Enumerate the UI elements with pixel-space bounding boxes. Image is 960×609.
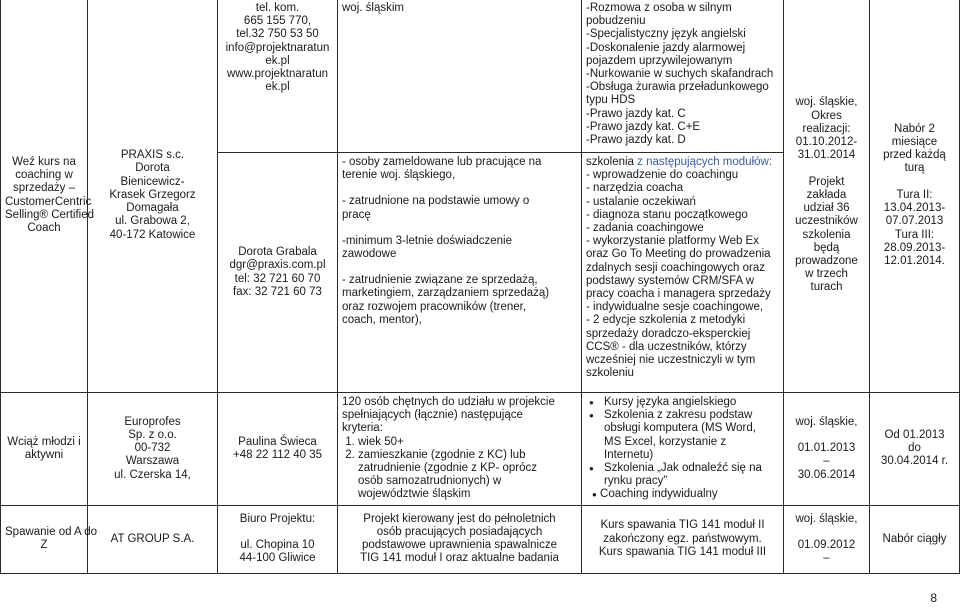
text-line: Tura III: (894, 228, 935, 241)
text-line: Wciąż młodzi i (7, 435, 81, 448)
text-line: podstawowe uprawnienia spawalnicze (362, 539, 557, 552)
text-line: zdalnych sesji coachingowych oraz (586, 261, 765, 274)
module-item (604, 409, 779, 462)
text-line: typu HDS (586, 94, 636, 107)
requirement-paragraph (342, 235, 577, 261)
text-line: -Obsługa żurawia przeładunkowego (586, 81, 769, 94)
r2-modules-list (586, 396, 779, 488)
text-line: – (823, 552, 830, 565)
text-line: 00-732 (134, 442, 171, 455)
text-line: - 2 edycje szkolenia z metodyki (586, 314, 746, 327)
text-line (788, 162, 865, 175)
text-line (222, 526, 333, 539)
text-line: ● Szkolenia z zakresu podstaw (604, 409, 753, 422)
r3-organizer (88, 505, 218, 573)
text-line: 01.01.2013 (797, 442, 856, 455)
text-line: fax: 32 721 60 73 (233, 285, 322, 298)
text-line: ul. Chopina 10 (240, 539, 315, 552)
text-line: terenie woj. śląskiego, (342, 169, 456, 182)
text-line: pracy coacha i managera sprzedaży (586, 288, 771, 301)
r3-program-name (1, 505, 98, 573)
text-line: ul. Czerska 14, (114, 468, 191, 481)
r1-modules-heading (586, 156, 779, 169)
text-line: Okres (811, 109, 842, 122)
text-line: coaching w (15, 169, 73, 182)
text-line: marketingiem, zarządzaniem sprzedażą) (342, 287, 550, 300)
text-line: tel: 32 721 60 70 (234, 272, 321, 285)
r2-contact (218, 393, 338, 506)
text-line: tel.32 750 53 50 (236, 28, 319, 41)
text-line: Kurs spawania TIG 141 moduł III (598, 545, 767, 558)
r1-period (784, 0, 870, 393)
text-line: info@projektnaratun (225, 41, 330, 54)
module-item (604, 396, 779, 409)
text-line: Sp. z o.o. (128, 429, 177, 441)
r2-period (784, 393, 870, 506)
text-line (788, 429, 865, 442)
text-line: 665 155 770, (243, 15, 312, 28)
text-line: - zatrudnienie związane ze sprzedażą, (342, 274, 538, 287)
text-line: zatrudnienie (zgodnie z KP- oprócz (358, 462, 537, 475)
text-line: +48 22 112 40 35 (233, 448, 322, 461)
text-line: 07.07.2013 (885, 215, 944, 228)
text-line: ek.pl (265, 81, 290, 94)
text-line: realizacji: (802, 122, 851, 135)
page-number: 8 (930, 591, 937, 605)
text-line: obsługi komputera (MS Word, (604, 422, 756, 435)
text-line (874, 176, 955, 189)
text-line: 1. wiek 50+ (358, 435, 404, 448)
text-line: osób samozatrudnionych) w (358, 475, 502, 488)
text-line: PRAXIS s.c. (120, 149, 185, 162)
text-line: podstawy systemów CRM/SFA w (586, 274, 755, 287)
text-line: -Rozmowa z osoba w silnym (586, 2, 732, 14)
module-item (604, 462, 779, 488)
r3-organizer-text: AT GROUP S.A. (110, 532, 195, 545)
text-line: 12.01.2014. (884, 254, 945, 267)
text-line: CustomerCentric (5, 195, 92, 208)
text-line: pracę (342, 208, 371, 221)
text-line: Tura II: (896, 188, 933, 201)
text-line: - narzędzia coacha (586, 182, 684, 195)
text-line: szkoleniu (586, 367, 634, 380)
text-line: Biuro Projektu: (239, 512, 316, 525)
text-line: miesiące (891, 136, 938, 149)
r2-program-name (1, 393, 88, 506)
text-line: aktywni (24, 448, 64, 461)
text-line: rynku pracy” (604, 475, 668, 488)
text-line: oraz Go To Meeting do prowadzenia (586, 248, 771, 261)
r3-contact (218, 505, 338, 573)
text-line: - zadania coachingowe (586, 222, 704, 235)
r2-organizer (88, 393, 218, 506)
text-line: Dorota (135, 162, 170, 175)
r2-coaching-item (586, 488, 779, 501)
text-line: spełniających (łącznie) następujące (342, 409, 523, 422)
r1-modules-top (582, 0, 784, 153)
text-line: 28.09.2013- (883, 241, 946, 254)
text-line: 2. zamieszkanie (zgodnie z KC) lub (358, 448, 526, 461)
r1-contact-bottom (218, 153, 338, 393)
r3-period (784, 505, 870, 573)
text-line: w trzech (805, 268, 848, 281)
text-line: uczestników (795, 215, 858, 228)
text-line: www.projektnaratun (227, 68, 328, 81)
r2-recruitment (870, 393, 960, 506)
text-line: prowadzone (795, 254, 858, 267)
text-line: Krasek Grzegorz (109, 188, 196, 201)
requirement-paragraph (342, 156, 577, 182)
text-line: 01.10.2012- (795, 136, 858, 149)
text-line: Selling® Certified (5, 208, 95, 221)
text-line: Coach (27, 221, 61, 234)
requirement-paragraph (342, 195, 577, 221)
text-line: -Nurkowanie w suchych skafandrach (586, 68, 774, 81)
r1-modules-bottom (582, 153, 784, 393)
text-line: -Prawo jazdy kat. C (586, 107, 686, 120)
text-line: Z (40, 539, 48, 552)
text-line: Weź kurs na (12, 155, 76, 168)
text-line: ● Szkolenia „Jak odnaleźć się na (604, 462, 762, 475)
text-line: woj. śląskie, (795, 96, 858, 109)
text-line: szkolenia (802, 228, 851, 241)
text-line: Bienicewicz- (120, 175, 185, 188)
heading-word: szkolenia (586, 156, 634, 168)
text-line: Projekt (808, 175, 845, 188)
text-line: ek.pl (265, 54, 290, 67)
text-line: CCS® - dla uczestników, którzy (586, 340, 747, 353)
text-line: kryteria: (342, 422, 383, 435)
text-line: zawodowe (342, 248, 397, 261)
r2-coaching-text: Coaching indywidualny (600, 488, 718, 501)
text-line: dgr@praxis.com.pl (229, 259, 326, 272)
criterion-item (358, 436, 577, 449)
text-line: - zatrudnione na podstawie umowy o (342, 195, 530, 208)
r2-req-intro (342, 396, 577, 436)
text-line: 40-172 Katowice (109, 228, 196, 241)
text-line: ● Kursy języka angielskiego (604, 396, 737, 408)
text-line: - wprowadzenie do coachingu (586, 169, 739, 182)
text-line: Domagała (126, 202, 179, 215)
r2-req-list (342, 436, 577, 502)
text-line: Spawanie od A do (5, 525, 98, 538)
r3-requirements (338, 505, 582, 573)
text-line: będą (813, 241, 840, 254)
text-line: Nabór 2 (894, 122, 935, 135)
text-line: województwie śląskim (358, 488, 471, 501)
text-line: Dorota Grabala (238, 246, 317, 259)
criterion-item (358, 449, 577, 502)
heading-rest: z następujących modułów: (633, 156, 773, 168)
text-line: Warszawa (125, 455, 180, 468)
text-line: -Specjalistyczny język angielski (586, 28, 746, 41)
text-line: Paulina Świeca (238, 435, 317, 448)
text-line: 30.06.2014 (797, 468, 856, 481)
text-line (788, 526, 865, 539)
text-line: ul. Grabowa 2, (115, 215, 190, 228)
text-line: pojazdem uprzywilejowanym (586, 54, 733, 67)
r1-requirements (338, 153, 582, 393)
text-line: Kurs spawania TIG 141 moduł II (600, 519, 765, 532)
text-line: 01.09.2012 (797, 539, 856, 552)
r1-modules-list (586, 169, 779, 380)
r1-recruitment (870, 0, 960, 393)
text-line: do (908, 442, 921, 455)
r3-recruitment (870, 505, 960, 573)
text-line: udział 36 (803, 202, 850, 215)
text-line: przed każdą (883, 149, 946, 162)
text-line: coach, mentor), (342, 313, 422, 326)
text-line: oraz rozwojem pracowników (trener, (342, 300, 527, 313)
text-line: Od 01.2013 (884, 429, 945, 441)
text-line: sprzedaży – (12, 182, 75, 195)
text-line: zakłada (806, 188, 847, 201)
text-line: tel. kom. (255, 2, 300, 14)
text-line: zakończony egz. państwowym. (603, 532, 762, 545)
text-line: -Prawo jazdy kat. C+E (586, 120, 701, 133)
text-line: woj. śląskie, (795, 415, 858, 428)
r2-requirements (338, 393, 582, 506)
text-line: 31.01.2014 (797, 149, 856, 162)
text-line: -Prawo jazdy kat. D (586, 134, 686, 147)
text-line: Europrofes (124, 415, 181, 428)
text-line: -minimum 3-letnie doświadczenie (342, 234, 513, 247)
text-line: pobudzeniu (586, 15, 646, 28)
text-line: osób pracujących posiadających (376, 525, 543, 538)
text-line: 120 osób chętnych do udziału w projekcie (342, 396, 555, 408)
r1-region (338, 0, 582, 153)
requirement-paragraph (342, 274, 577, 327)
text-line: - osoby zameldowane lub pracujące na (342, 156, 542, 168)
r2-modules (582, 393, 784, 506)
text-line: - wykorzystanie platformy Web Ex (586, 235, 759, 248)
r1-contact-top (218, 0, 338, 153)
text-line: wcześniej nie uczestniczyli w tym (586, 354, 756, 367)
r1-program-name (1, 0, 95, 393)
text-line: TIG 141 moduł I oraz aktualne badania (360, 552, 559, 565)
text-line: – (823, 455, 830, 468)
bullet-icon: ● (592, 490, 597, 500)
text-line: sprzedaży doradczo-eksperckiej (586, 327, 751, 340)
text-line: 30.04.2014 r. (880, 455, 949, 468)
r1-organizer (88, 0, 218, 393)
r1-region-text: woj. śląskim (342, 2, 404, 14)
text-line: - indywidualne sesje coachingowe, (586, 301, 764, 314)
text-line: MS Excel, korzystanie z (604, 435, 727, 448)
text-line: turach (810, 281, 843, 294)
text-line: - diagnoza stanu początkowego (586, 208, 748, 221)
r3-recruitment-text: Nabór ciągły (882, 532, 947, 545)
r3-modules (582, 505, 784, 573)
text-line: turą (904, 162, 925, 175)
text-line: 13.04.2013- (883, 202, 946, 215)
text-line: -Doskonalenie jazdy alarmowej (586, 41, 746, 54)
text-line: Internetu) (604, 448, 654, 461)
text-line: 44-100 Gliwice (239, 552, 316, 565)
text-line: - ustalanie oczekiwań (586, 195, 696, 208)
text-line: woj. śląskie, (795, 512, 858, 525)
text-line: Projekt kierowany jest do pełnoletnich (363, 512, 556, 525)
